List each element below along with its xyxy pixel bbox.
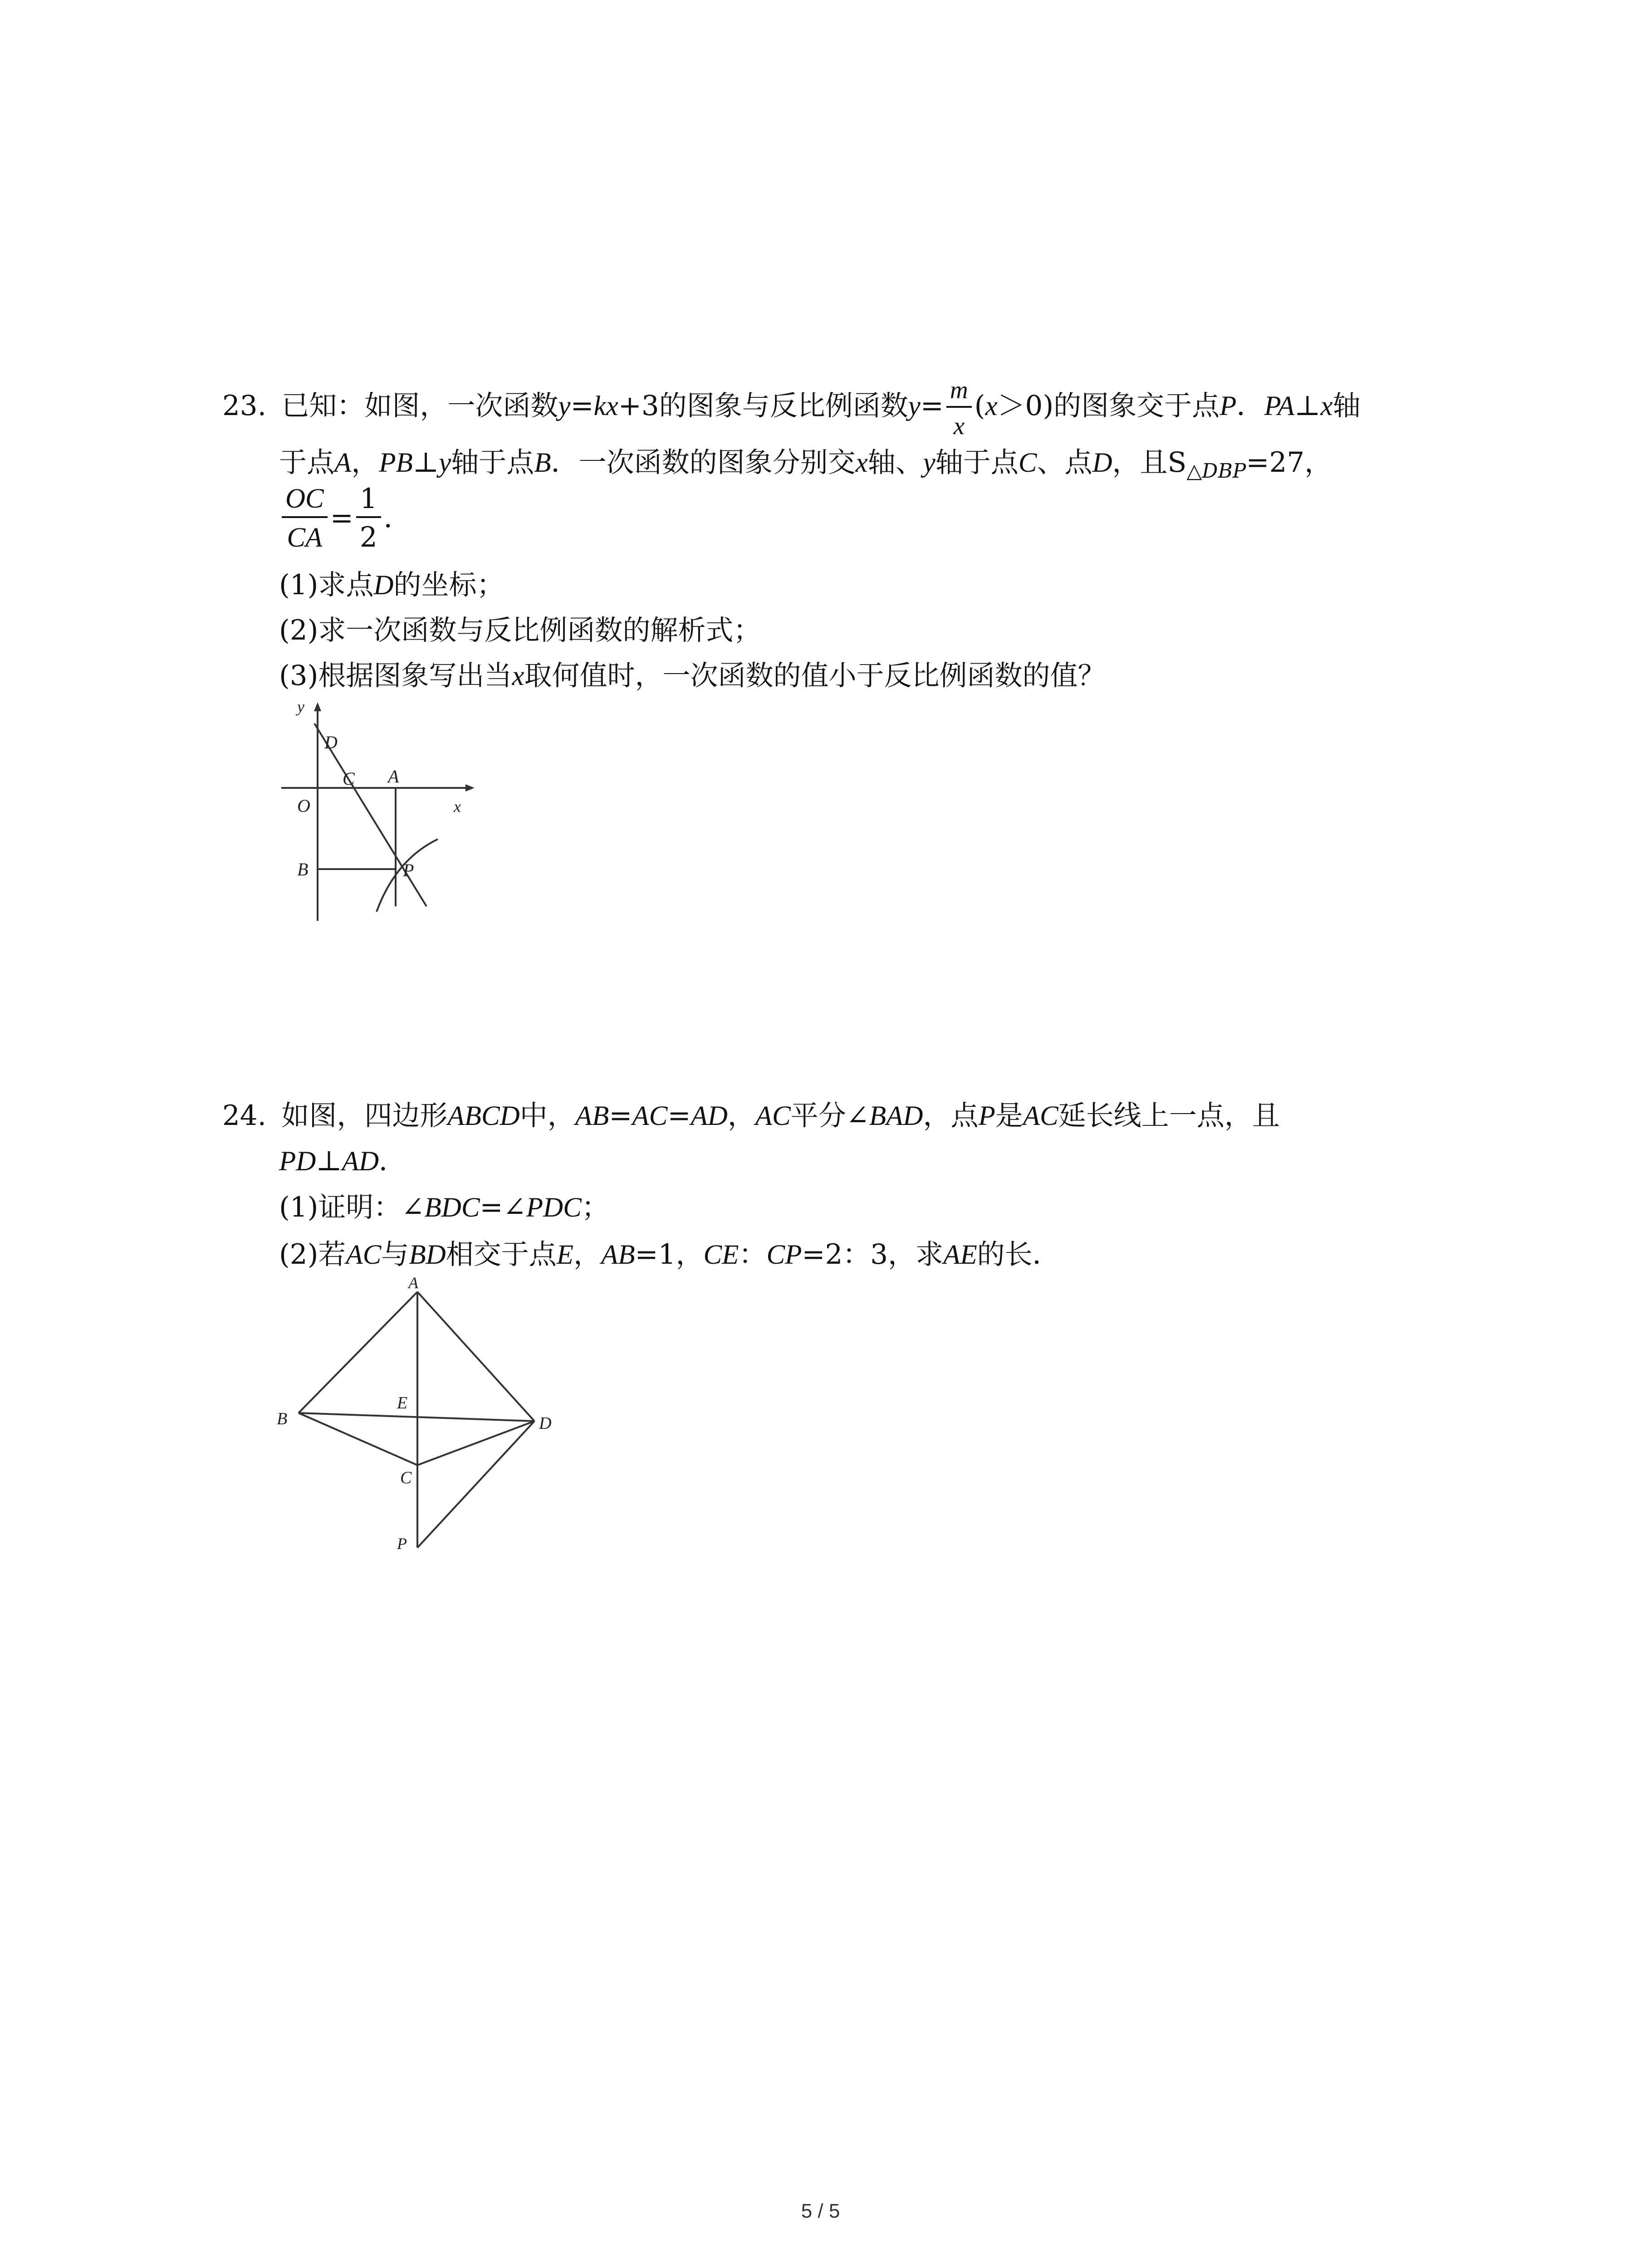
segment-BC	[299, 1413, 417, 1465]
var: AC	[346, 1240, 382, 1270]
page-number: 5 / 5	[801, 2200, 840, 2222]
label-y: y	[297, 699, 304, 716]
subscript: △DBP	[1186, 459, 1246, 483]
text: 的坐标；	[393, 569, 505, 601]
var: CE	[703, 1240, 739, 1270]
p24-line-1	[222, 1098, 1280, 1134]
var: x	[985, 391, 998, 422]
text: =∠	[480, 1191, 526, 1223]
label-O: O	[297, 796, 310, 816]
p24-line-2	[279, 1143, 407, 1180]
text: 于点	[279, 446, 335, 479]
var: y	[439, 448, 451, 478]
var: x	[606, 391, 618, 422]
var: P	[978, 1101, 995, 1131]
var: AD	[342, 1146, 379, 1177]
var: A	[334, 448, 352, 478]
text: ＞0)	[997, 390, 1054, 422]
text: 是	[995, 1100, 1023, 1132]
text: ，且	[1112, 446, 1168, 479]
label-P: P	[397, 1535, 407, 1553]
text: ．	[383, 502, 411, 534]
label-C: C	[343, 768, 355, 789]
text: =1，	[635, 1238, 704, 1271]
text: =	[570, 390, 594, 422]
text: ⊥	[412, 446, 439, 479]
var: D	[1092, 448, 1112, 478]
var: P	[1220, 391, 1237, 422]
text: ；	[581, 1191, 609, 1223]
var: x	[953, 412, 965, 440]
text: 已知：如图，一次函数	[281, 390, 558, 422]
text: ⊥	[316, 1145, 342, 1177]
text: 轴于点	[451, 446, 534, 479]
text: 中，	[519, 1100, 575, 1132]
var: E	[556, 1240, 573, 1270]
quadrilateral-figure	[268, 1270, 585, 1565]
segment-AD	[417, 1292, 534, 1421]
label-P: P	[403, 860, 414, 880]
text: 相交于点	[446, 1238, 557, 1271]
text: =	[330, 502, 353, 534]
coordinate-figure	[277, 699, 495, 921]
label-A: A	[388, 766, 399, 787]
var: AC	[632, 1101, 668, 1131]
var: PD	[279, 1146, 316, 1177]
text: 轴、	[867, 446, 923, 479]
text: 的长．	[977, 1238, 1060, 1271]
text: 轴于点	[935, 446, 1019, 479]
p23-line-2	[279, 445, 1332, 489]
text: 延长线上一点，且	[1058, 1100, 1280, 1132]
var: ABCD	[447, 1101, 520, 1131]
label-D: D	[539, 1414, 552, 1433]
label-E: E	[397, 1393, 408, 1413]
text: 取何值时，一次函数的值小于反比例函数的值？	[524, 660, 1106, 692]
text: ⊥	[1294, 390, 1321, 422]
p23-line-1	[222, 377, 1361, 438]
text: (2)若	[279, 1238, 346, 1271]
var: AE	[943, 1240, 977, 1270]
label-A: A	[408, 1274, 418, 1292]
text: (1)求点	[279, 569, 374, 601]
text: +3	[618, 390, 659, 422]
text: (2)求一次函数与反比例函数的解析式；	[279, 614, 761, 646]
segment-CD	[417, 1421, 534, 1465]
text: ：	[739, 1238, 767, 1271]
text: (	[974, 390, 985, 422]
var: y	[558, 391, 571, 422]
text: ．一次函数的图象分别交	[551, 446, 856, 479]
text: ，点	[923, 1100, 979, 1132]
p23-question-2	[279, 612, 761, 649]
var: AB	[601, 1240, 635, 1270]
text: ，	[727, 1100, 755, 1132]
var: AC	[1023, 1101, 1058, 1131]
var: x	[512, 661, 524, 691]
text: (3)根据图象写出当	[279, 660, 512, 692]
var: B	[534, 448, 551, 478]
label-C: C	[400, 1468, 412, 1487]
var: PB	[379, 448, 413, 478]
var: AC	[755, 1101, 791, 1131]
text: 轴	[1332, 390, 1361, 422]
var: C	[1018, 448, 1037, 478]
text: =	[667, 1100, 691, 1132]
var: CA	[287, 523, 323, 553]
text: ．	[1236, 390, 1264, 422]
fraction-one-half: $\frac{1}{2}$	[356, 485, 381, 551]
label-B: B	[277, 1409, 288, 1428]
var: OC	[285, 484, 324, 514]
text: S	[1167, 446, 1187, 479]
text: 平分∠	[790, 1100, 869, 1132]
var: AD	[691, 1101, 728, 1131]
p23-line-3	[279, 484, 411, 552]
text: 与	[381, 1238, 409, 1271]
var: BDC	[424, 1193, 480, 1223]
p24-question-2	[279, 1237, 1060, 1273]
text: ．	[379, 1145, 407, 1177]
var: x	[1320, 391, 1333, 422]
x-axis-arrow	[465, 784, 475, 792]
var: y	[923, 448, 936, 478]
var: PDC	[526, 1193, 582, 1223]
text: =	[609, 1100, 632, 1132]
var: k	[593, 391, 606, 422]
problem-number: 24.	[222, 1100, 267, 1132]
label-B: B	[297, 859, 309, 880]
p23-question-3	[279, 658, 1106, 694]
p23-question-1	[279, 567, 505, 604]
y-axis-arrow	[314, 702, 321, 711]
var: PA	[1264, 391, 1295, 422]
var: BD	[409, 1240, 446, 1270]
text: 、点	[1037, 446, 1092, 479]
text: ，	[573, 1238, 602, 1271]
text: (1)证明：∠	[279, 1191, 425, 1223]
text: ，	[351, 446, 379, 479]
segment-PD	[417, 1421, 534, 1548]
var: m	[950, 376, 968, 404]
var: y	[908, 391, 921, 422]
label-x: x	[454, 797, 461, 816]
fraction-oc-over-ca	[282, 484, 328, 552]
text: =27，	[1246, 446, 1332, 479]
text: 的图象交于点	[1053, 390, 1220, 422]
fraction-m-over-x	[946, 377, 972, 438]
problem-number: 23.	[222, 390, 267, 422]
text: 的图象与反比例函数	[659, 390, 908, 422]
var: BAD	[869, 1101, 923, 1131]
p23-figure	[277, 699, 495, 921]
p24-question-1	[279, 1189, 609, 1226]
var: D	[373, 570, 394, 601]
text: =	[920, 390, 944, 422]
text: =2：3，求	[802, 1238, 944, 1271]
var: CP	[766, 1240, 802, 1270]
var: x	[855, 448, 868, 478]
text: 如图，四边形	[281, 1100, 448, 1132]
label-D: D	[324, 732, 338, 753]
p24-figure	[268, 1270, 585, 1565]
var: AB	[575, 1101, 609, 1131]
